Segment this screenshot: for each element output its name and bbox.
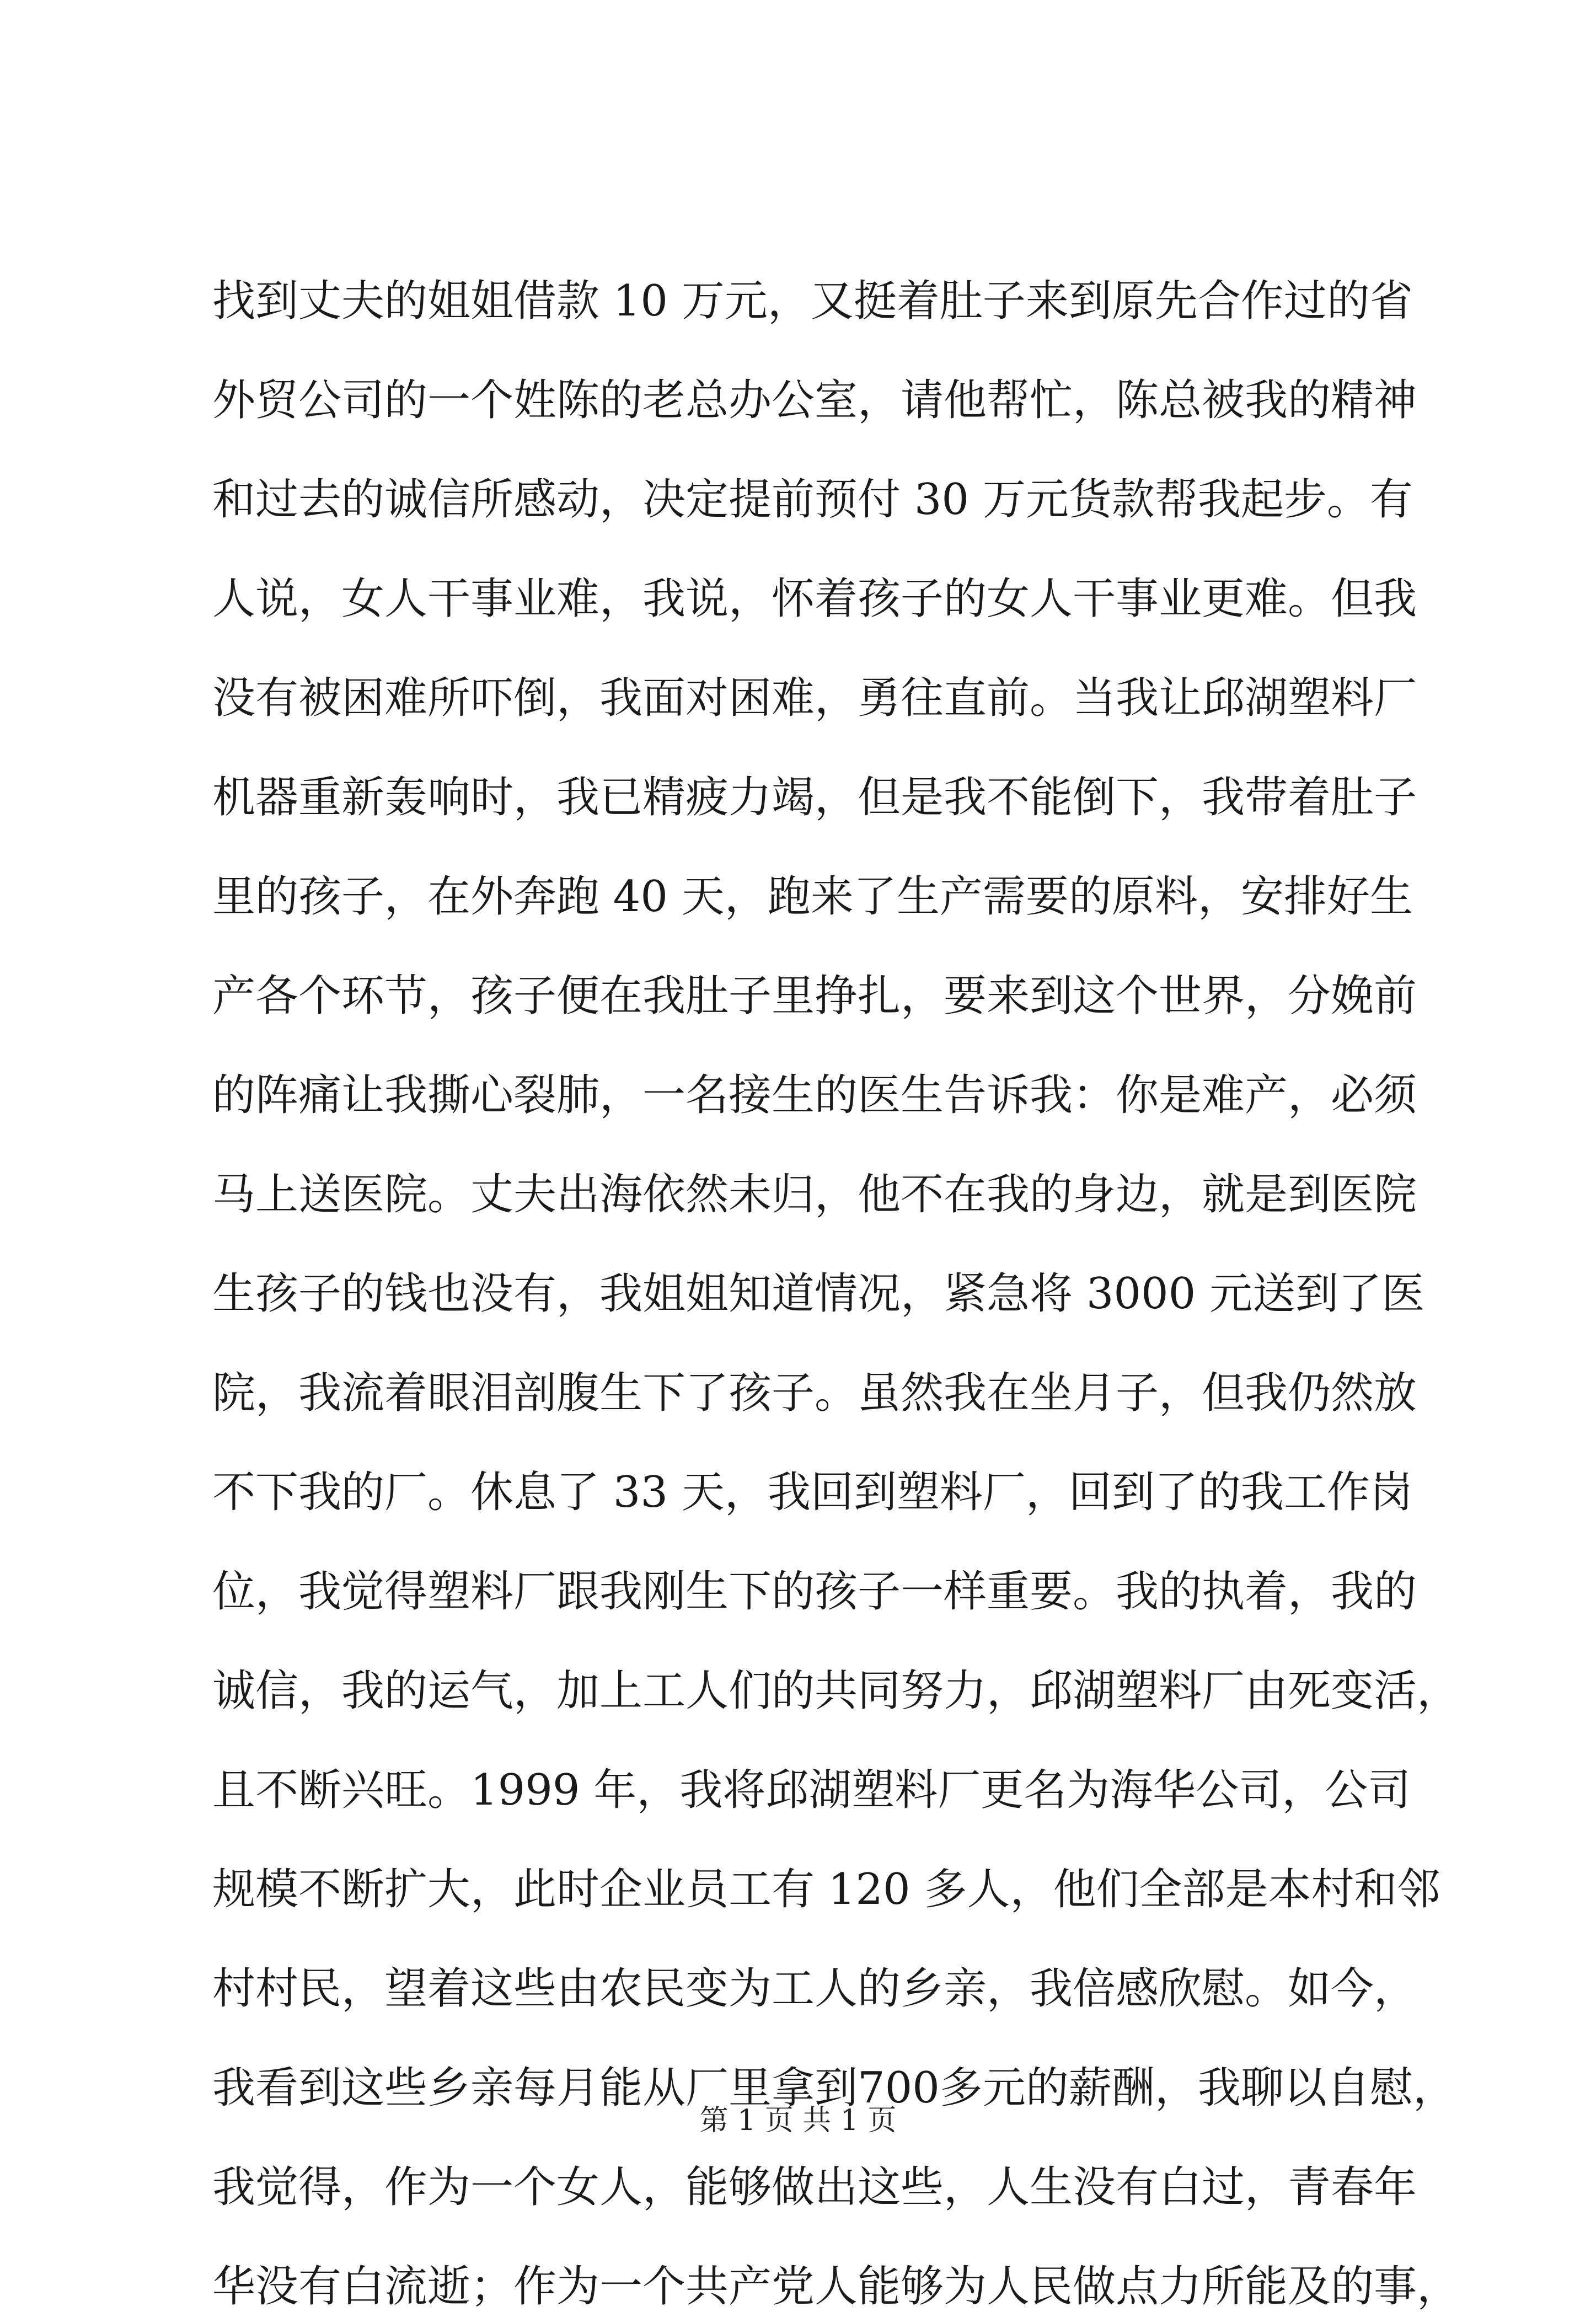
text-line: 华没有白流逝；作为一个共产党人能够为人民做点力所能及的事， (212, 2262, 1460, 2311)
text-line: 里的孩子，在外奔跑 40 天，跑来了生产需要的原料，安排好生 (212, 872, 1413, 922)
text-line: 不下我的厂。休息了 33 天，我回到塑料厂，回到了的我工作岗 (212, 1468, 1413, 1517)
text-line: 村村民，望着这些由农民变为工人的乡亲，我倍感欣慰。如今， (212, 1964, 1417, 2014)
text-line: 的阵痛让我撕心裂肺，一名接生的医生告诉我：你是难产，必须 (212, 1071, 1417, 1120)
text-line: 机器重新轰响时，我已精疲力竭，但是我不能倒下，我带着肚子 (212, 773, 1417, 822)
text-line: 生孩子的钱也没有，我姐姐知道情况，紧急将 3000 元送到了医 (212, 1269, 1425, 1319)
paragraph (212, 276, 1460, 2312)
text-line: 我看到这些乡亲每月能从厂里拿到700多元的薪酬，我聊以自慰， (212, 2063, 1456, 2113)
text-line: 院，我流着眼泪剖腹生下了孩子。虽然我在坐月子，但我仍然放 (212, 1368, 1417, 1418)
text-line: 且不断兴旺。1999 年，我将邱湖塑料厂更名为海华公司，公司 (212, 1765, 1411, 1815)
document-body (212, 276, 1460, 2312)
text-line: 我觉得，作为一个女人，能够做出这些，人生没有白过，青春年 (212, 2163, 1417, 2212)
text-line: 位，我觉得塑料厂跟我刚生下的孩子一样重要。我的执着，我的 (212, 1567, 1417, 1617)
text-line: 诚信，我的运气，加上工人们的共同努力，邱湖塑料厂由死变活， (212, 1666, 1460, 1716)
text-line: 产各个环节，孩子便在我肚子里挣扎，要来到这个世界，分娩前 (212, 971, 1417, 1021)
text-line: 没有被困难所吓倒，我面对困难，勇往直前。当我让邱湖塑料厂 (212, 673, 1417, 723)
text-line: 外贸公司的一个姓陈的老总办公室，请他帮忙，陈总被我的精神 (212, 376, 1417, 425)
text-line: 找到丈夫的姐姐借款 10 万元，又挺着肚子来到原先合作过的省 (212, 276, 1413, 326)
text-line: 和过去的诚信所感动，决定提前预付 30 万元货款帮我起步。有 (212, 475, 1413, 525)
text-line: 人说，女人干事业难，我说，怀着孩子的女人干事业更难。但我 (212, 574, 1417, 624)
page-footer: 第 1 页 共 1 页 (699, 2104, 897, 2137)
text-line: 规模不断扩大，此时企业员工有 120 多人，他们全部是本村和邻 (212, 1865, 1440, 1914)
text-line: 马上送医院。丈夫出海依然未归，他不在我的身边，就是到医院 (212, 1170, 1417, 1219)
